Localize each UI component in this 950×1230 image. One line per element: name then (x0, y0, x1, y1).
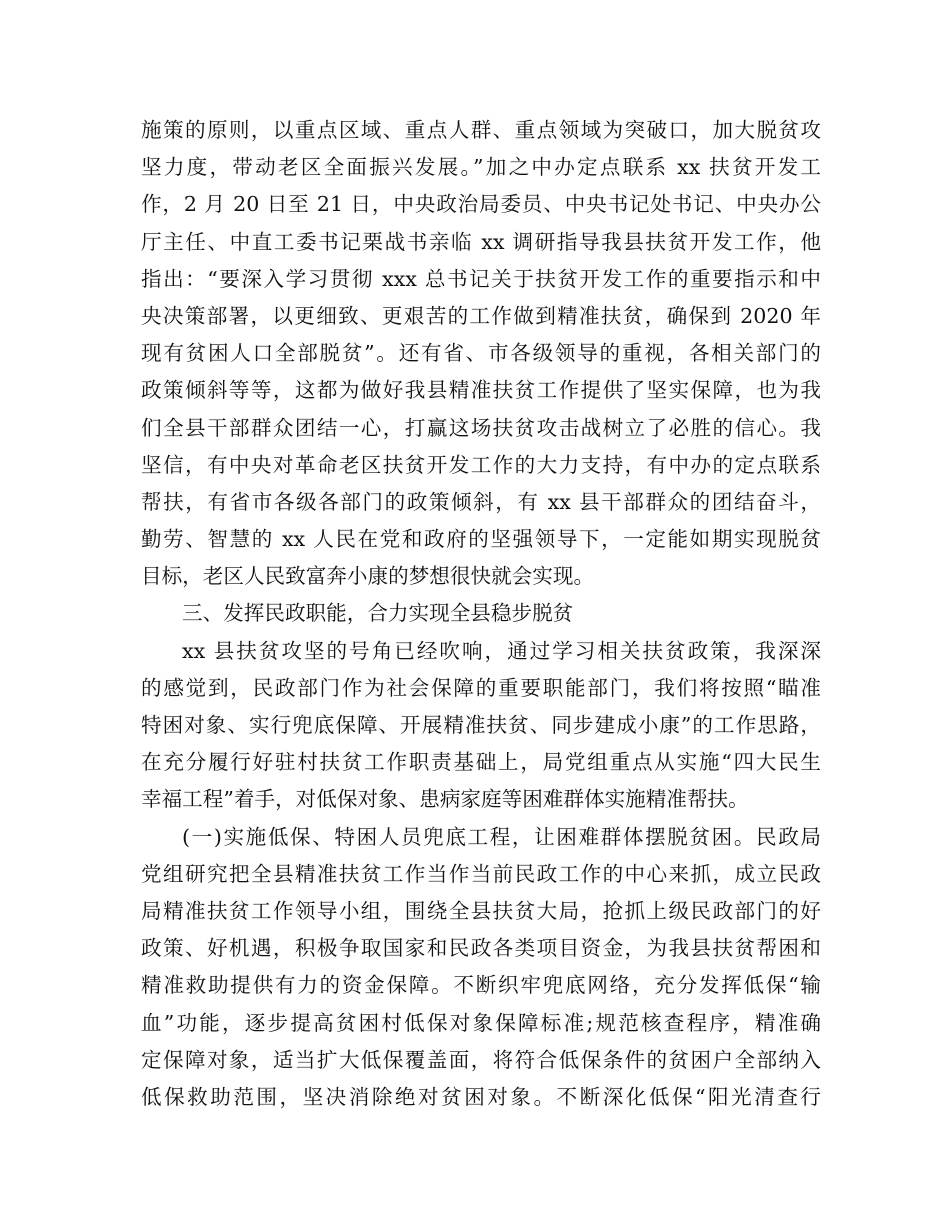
text-line: 现有贫困人口全部脱贫”。还有省、市各级领导的重视，各相关部门的 (141, 341, 821, 366)
text-line: 施策的原则，以重点区域、重点人群、重点领域为突破口，加大脱贫攻 (141, 118, 821, 142)
text-line: 央决策部署，以更细致、更艰苦的工作做到精准扶贫，确保到 2020 年 (141, 303, 821, 328)
text-line: 幸福工程”着手，对低保对象、患病家庭等困难群体实施精准帮扶。 (141, 787, 749, 812)
text-line: 政策、好机遇，积极争取国家和民政各类项目资金，为我县扶贫帮困和 (141, 936, 821, 961)
text-line: 血”功能，逐步提高贫困村低保对象保障标准;规范核查程序，精准确 (141, 1010, 821, 1035)
text-line: 特困对象、实行兜底保障、开展精准扶贫、同步建成小康”的工作思路， (141, 713, 821, 737)
text-line: 政策倾斜等等，这都为做好我县精准扶贫工作提供了坚实保障，也为我 (141, 378, 821, 403)
text-line: 厅主任、中直工委书记栗战书亲临 xx 调研指导我县扶贫开发工作，他 (141, 229, 821, 254)
text-line: (一)实施低保、特困人员兜底工程，让困难群体摆脱贫困。民政局 (182, 824, 821, 849)
text-line: 在充分履行好驻村扶贫工作职责基础上，局党组重点从实施“四大民生 (141, 750, 821, 775)
text-line: 党组研究把全县精准扶贫工作当作当前民政工作的中心来抓，成立民政 (141, 861, 821, 886)
text-line: 坚信，有中央对革命老区扶贫开发工作的大力支持，有中办的定点联系 (141, 452, 821, 477)
text-line: 低保救助范围，坚决消除绝对贫困对象。不断深化低保“阳光清查行 (141, 1084, 821, 1109)
text-line: 帮扶，有省市各级各部门的政策倾斜，有 xx 县干部群众的团结奋斗， (141, 489, 821, 514)
text-line: 定保障对象，适当扩大低保覆盖面，将符合低保条件的贫困户全部纳入 (141, 1047, 821, 1072)
text-line: 作，2 月 20 日至 21 日，中央政治局委员、中央书记处书记、中央办公 (141, 192, 821, 217)
text-line: 精准救助提供有力的资金保障。不断织牢兜底网络，充分发挥低保“输 (141, 973, 821, 998)
section-heading: 三、发挥民政职能，合力实现全县稳步脱贫 (182, 601, 574, 626)
text-line: 们全县干部群众团结一心，打赢这场扶贫攻击战树立了必胜的信心。我 (141, 415, 821, 440)
text-line: 指出：“要深入学习贯彻 xxx 总书记关于扶贫开发工作的重要指示和中 (141, 266, 821, 291)
text-line: 局精准扶贫工作领导小组，围绕全县扶贫大局，抢抓上级民政部门的好 (141, 898, 821, 923)
text-line: 目标，老区人民致富奔小康的梦想很快就会实现。 (141, 564, 595, 589)
document-body (141, 112, 821, 1116)
text-line: 坚力度，带动老区全面振兴发展。”加之中办定点联系 xx 扶贫开发工 (141, 155, 821, 180)
text-line: 的感觉到，民政部门作为社会保障的重要职能部门，我们将按照“瞄准 (141, 675, 821, 700)
text-line: 勤劳、智慧的 xx 人民在党和政府的坚强领导下，一定能如期实现脱贫 (141, 527, 821, 552)
text-line: xx 县扶贫攻坚的号角已经吹响，通过学习相关扶贫政策，我深深 (182, 638, 821, 663)
